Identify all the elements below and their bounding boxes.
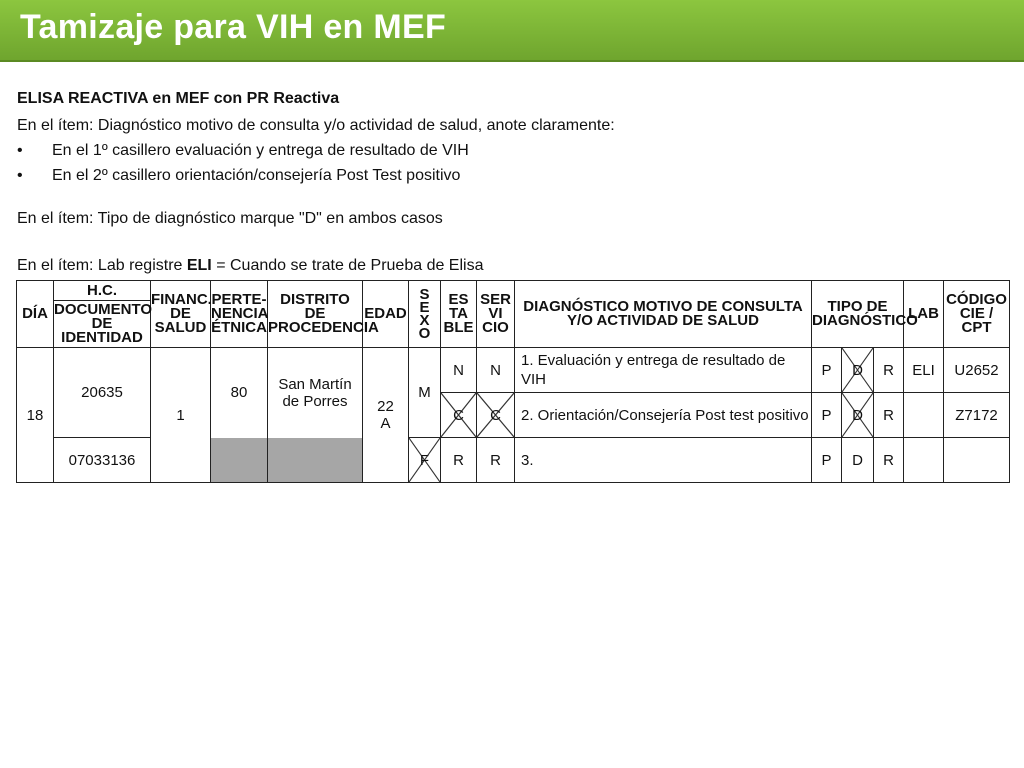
header-perte: PERTE-NENCIA ÉTNICA <box>211 281 268 348</box>
tipo-d-label: D <box>852 361 863 379</box>
sexo-letter: O <box>418 325 431 342</box>
cell-distrito: San Martín de Porres <box>268 348 363 438</box>
cell-tipo-r-2: R <box>874 393 904 438</box>
slide-title: Tamizaje para VIH en MEF <box>20 8 447 46</box>
cell-diag-1: 1. Evaluación y entrega de resultado de VIH <box>515 348 812 393</box>
header-diagnostico <box>515 281 812 348</box>
sexo-letter: S <box>419 286 430 303</box>
instructions-heading: ELISA REACTIVA en MEF con PR Reactiva <box>17 90 340 107</box>
cell-dia: 18 <box>17 348 54 483</box>
cell-tipo-d-2-marked <box>842 393 874 438</box>
instruction-item2: En el ítem: Tipo de diagnóstico marque "D" en ambos casos <box>17 210 443 227</box>
cell-tipo-r-1: R <box>874 348 904 393</box>
instruction-item1: En el ítem: Diagnóstico motivo de consulta y/o actividad de salud, anote claramente: <box>17 117 615 134</box>
cell-hc: 20635 <box>54 348 151 438</box>
cell-tipo-d-1-marked <box>842 348 874 393</box>
servicio-part: VI <box>488 305 503 322</box>
cell-servicio-1: N <box>477 348 515 393</box>
estable-part: TA <box>449 305 468 322</box>
cell-sexo-f-marked <box>409 438 441 483</box>
cell-lab-1: ELI <box>904 348 944 393</box>
tipo-line: DIAGNÓSTICO <box>812 312 918 329</box>
item3-suffix: = Cuando se trate de Prueba de Elisa <box>211 257 484 274</box>
estable-c-label: C <box>453 406 464 424</box>
edad-unit: A <box>380 415 391 432</box>
cell-codigo-1: U2652 <box>944 348 1010 393</box>
cell-estable-1: N <box>441 348 477 393</box>
header-documento: DOCUMENTO DE IDENTIDAD <box>54 301 153 346</box>
cell-tipo-p-2: P <box>812 393 842 438</box>
servicio-part: CIO <box>482 319 509 336</box>
header-sexo <box>409 281 441 348</box>
header-distrito: DISTRITO DE PROCEDENCIA <box>268 281 363 348</box>
cell-edad <box>363 348 409 483</box>
header-codigo <box>944 281 1010 348</box>
estable-part: BLE <box>443 319 474 336</box>
cell-documento: 07033136 <box>54 438 151 483</box>
edad-value: 22 <box>377 398 394 415</box>
tipo-d-label: D <box>852 406 863 424</box>
servicio-part: SER <box>480 291 511 308</box>
codigo-line: CÓDIGO <box>946 291 1007 308</box>
cell-codigo-2: Z7172 <box>944 393 1010 438</box>
cell-tipo-p-1: P <box>812 348 842 393</box>
cell-tipo-d-3: D <box>842 438 874 483</box>
cell-lab-3 <box>904 438 944 483</box>
cell-financ: 1 <box>151 348 211 483</box>
cell-lab-2 <box>904 393 944 438</box>
item3-prefix: En el ítem: Lab registre <box>17 257 187 274</box>
cell-estable-3: R <box>441 438 477 483</box>
cell-codigo-3 <box>944 438 1010 483</box>
header-financ: FINANC. DE SALUD <box>151 281 211 348</box>
cell-estable-2-marked <box>441 393 477 438</box>
bullet-symbol: • <box>17 142 23 159</box>
cell-distrito-shaded <box>268 438 363 483</box>
his-register-table <box>16 280 1010 483</box>
header-estable <box>441 281 477 348</box>
item3-bold: ELI <box>186 257 212 274</box>
cell-servicio-2-marked <box>477 393 515 438</box>
bullet-1: En el 1º casillero evaluación y entrega de resultado de VIH <box>52 142 469 159</box>
header-edad: EDAD <box>363 281 409 348</box>
header-tipo <box>812 281 918 348</box>
header-servicio <box>477 281 515 348</box>
header-lab: LAB <box>904 281 944 348</box>
diagnostico-line: DIAGNÓSTICO MOTIVO DE CONSULTA <box>523 298 803 315</box>
instruction-item3 <box>17 257 483 275</box>
servicio-c-label: C <box>490 406 501 424</box>
sexo-f-label: F <box>419 451 430 469</box>
cell-servicio-3: R <box>477 438 515 483</box>
header-hc: H.C. <box>54 281 151 301</box>
slide-title-bar <box>0 0 1024 62</box>
cell-diag-3: 3. <box>515 438 812 483</box>
sexo-letter: E <box>419 299 430 316</box>
estable-part: ES <box>448 291 469 308</box>
cell-tipo-r-3: R <box>874 438 904 483</box>
cell-perte-shaded <box>211 438 268 483</box>
tipo-line: TIPO DE <box>827 298 888 315</box>
header-dia: DÍA <box>17 281 54 348</box>
cell-perte: 80 <box>211 348 268 438</box>
sexo-letter: X <box>419 312 430 329</box>
bullet-symbol: • <box>17 167 23 184</box>
diagnostico-line: Y/O ACTIVIDAD DE SALUD <box>567 312 759 329</box>
cell-diag-2: 2. Orientación/Consejería Post test positivo <box>515 393 812 438</box>
cell-sexo-m: M <box>409 348 441 438</box>
cell-tipo-p-3: P <box>812 438 842 483</box>
bullet-2: En el 2º casillero orientación/consejería Post Test positivo <box>52 167 461 184</box>
codigo-line: CIE / CPT <box>959 305 994 336</box>
